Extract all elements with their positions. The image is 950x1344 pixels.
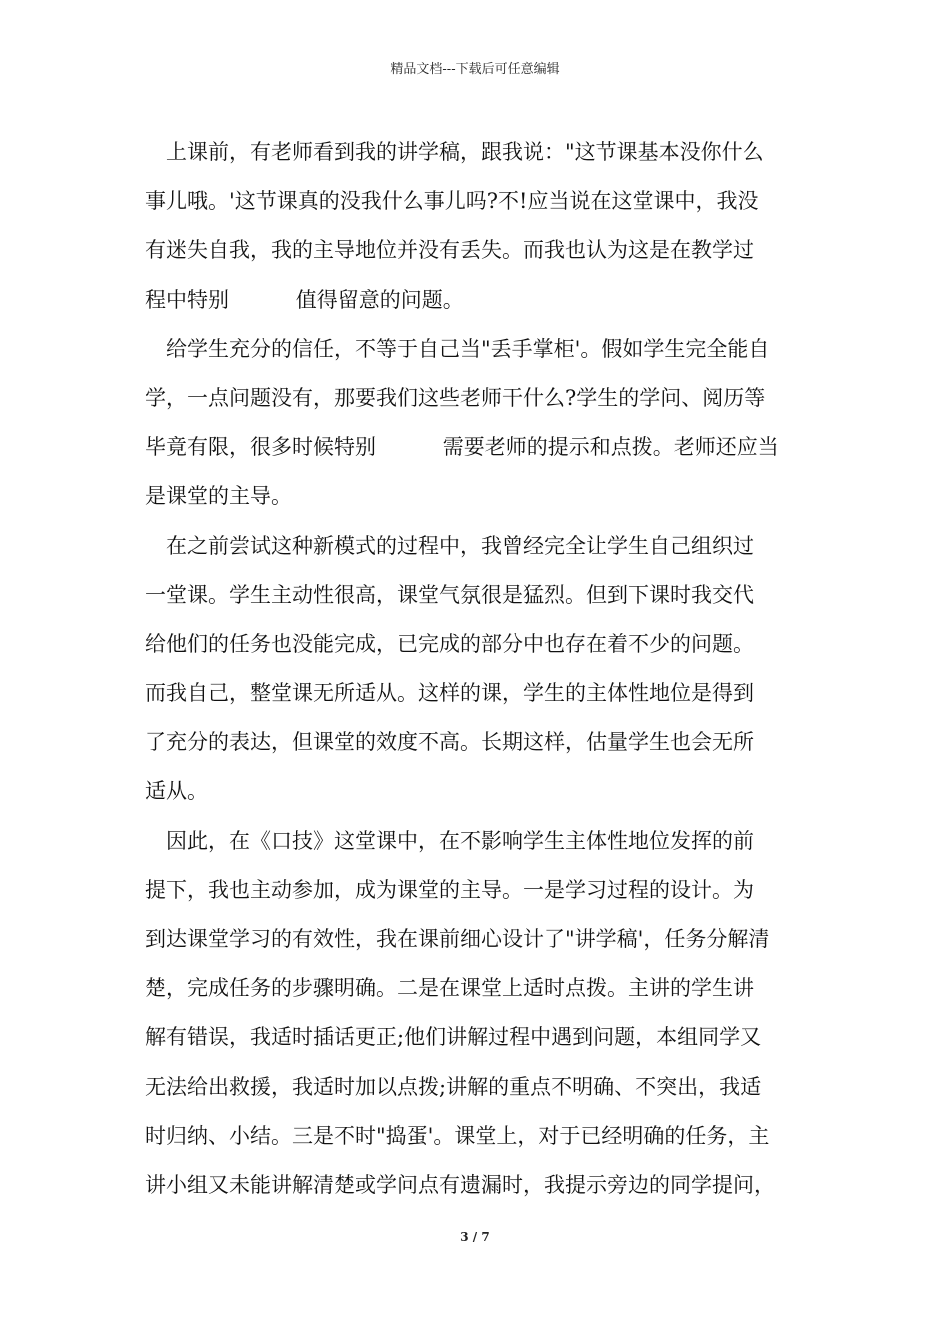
header-text: 精品文档---下载后可任意编辑 [390,62,560,77]
text-line: 上课前，有老师看到我的讲学稿，跟我说："这节课基本没你什么 [166,140,764,164]
page-number-separator: / [468,1230,482,1244]
text-line: 事儿哦。'这节课真的没我什么事儿吗?不!应当说在这堂课中，我没 [145,189,759,214]
text-line: 讲小组又未能讲解清楚或学问点有遗漏时，我提示旁边的同学提问， [145,1172,775,1197]
page-number-total: 7 [481,1230,490,1244]
page-footer [0,1230,950,1244]
paragraph [145,325,813,522]
document-body [145,128,813,1210]
page-header [0,62,950,78]
text-line: 因此，在《口技》这堂课中，在不影响学生主体性地位发挥的前 [166,828,754,853]
text-line: 无法给出救援，我适时加以点拨;讲解的重点不明确、不突出，我适 [145,1074,762,1099]
text-line: 提下，我也主动参加，成为课堂的主导。一是学习过程的设计。为 [145,877,754,902]
text-line: 到达课堂学习的有效性，我在课前细心设计了"讲学稿'，任务分解清 [145,927,770,951]
text-line: 时归纳、小结。三是不时"捣蛋'。课堂上，对于已经明确的任务，主 [145,1123,770,1148]
text-line: 而我自己，整堂课无所适从。这样的课，学生的主体性地位是得到 [145,681,754,706]
text-line: 楚，完成任务的步骤明确。二是在课堂上适时点拨。主讲的学生讲 [145,976,754,1001]
text-line: 给学生充分的信任，不等于自己当"丢手掌柜'。假如学生完全能自 [166,336,770,361]
text-line: 在之前尝试这种新模式的过程中，我曾经完全让学生自己组织过 [166,533,754,558]
text-line: 了充分的表达，但课堂的效度不高。长期这样，估量学生也会无所 [145,730,754,755]
text-line: 一堂课。学生主动性很高，课堂气氛很是猛烈。但到下课时我交代 [145,582,754,607]
page-number-current: 3 [460,1230,469,1244]
text-line: 程中特别 值得留意的问题。 [145,287,464,312]
text-line: 毕竟有限，很多时候特别 需要老师的提示和点拨。老师还应当 [145,435,779,460]
paragraph [145,522,813,817]
text-line: 给他们的任务也没能完成，已完成的部分中也存在着不少的问题。 [145,631,754,656]
text-line: 有迷失自我，我的主导地位并没有丢失。而我也认为这是在教学过 [145,238,754,263]
text-line: 解有错误，我适时插话更正;他们讲解过程中遇到问题，本组同学又 [145,1025,762,1050]
text-line: 适从。 [145,779,208,804]
text-line: 是课堂的主导。 [145,484,292,509]
text-line: 学，一点问题没有，那要我们这些老师干什么?学生的学问、阅历等 [145,385,766,410]
paragraph [145,817,813,1211]
paragraph [145,128,813,325]
